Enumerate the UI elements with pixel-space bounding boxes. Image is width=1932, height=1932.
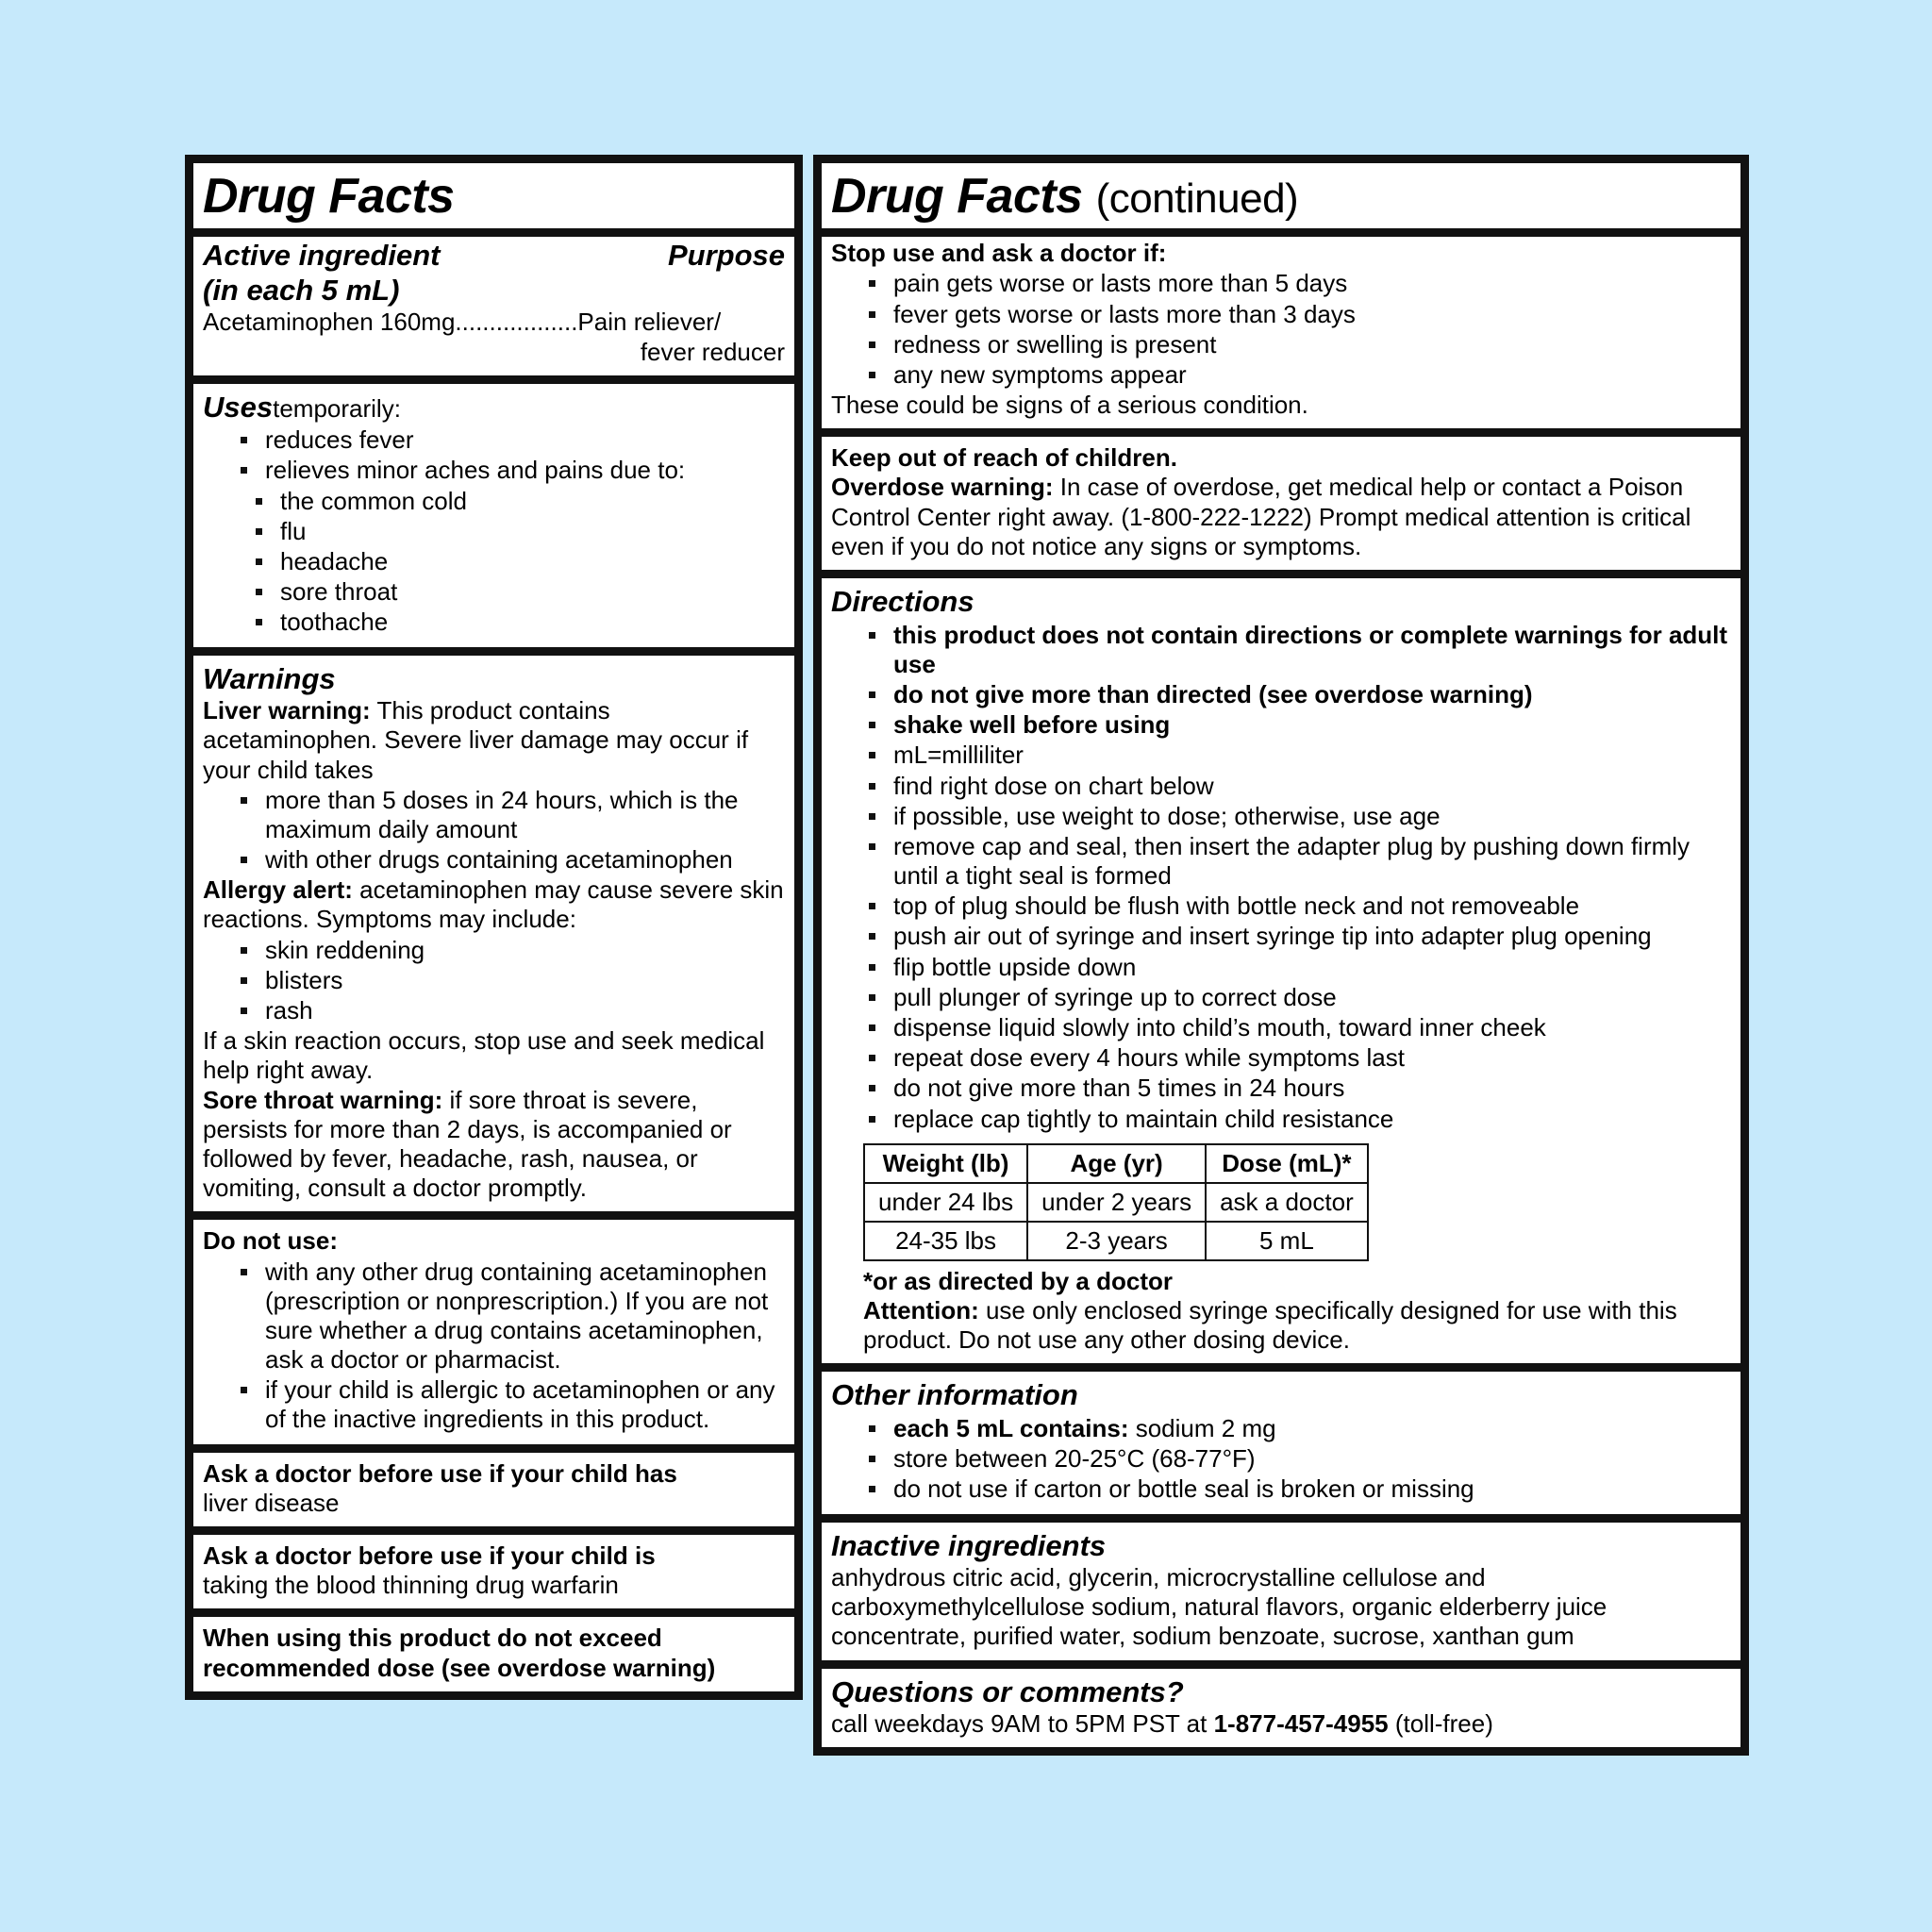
list-item: fever gets worse or lasts more than 3 days xyxy=(863,300,1731,329)
stop-use-footer: These could be signs of a serious condition. xyxy=(831,391,1308,420)
stop-use-list xyxy=(831,269,1731,390)
other-information-list xyxy=(831,1414,1731,1505)
left-column xyxy=(185,155,803,1700)
other-information-block xyxy=(822,1372,1740,1513)
continued-title-block xyxy=(822,163,1740,428)
skin-reaction-text: If a skin reaction occurs, stop use and seek medical help right away. xyxy=(203,1026,765,1085)
table-header-row xyxy=(864,1144,1368,1183)
list-item: replace cap tightly to maintain child resistance xyxy=(863,1105,1731,1134)
column-header: Weight (lb) xyxy=(864,1144,1027,1183)
purpose-label: Purpose xyxy=(667,239,785,273)
dosing-table xyxy=(863,1143,1369,1261)
directions-heading: Directions xyxy=(831,585,974,619)
list-item-text: sodium 2 mg xyxy=(1128,1413,1276,1442)
ask-doctor-heading-2: Ask a doctor before use if your child is xyxy=(203,1541,656,1571)
title-block xyxy=(193,163,794,375)
uses-sublist xyxy=(203,487,785,638)
table-cell: 24-35 lbs xyxy=(864,1222,1027,1260)
list-item: push air out of syringe and insert syringe tip into adapter plug opening xyxy=(863,922,1731,951)
table-cell: ask a doctor xyxy=(1206,1183,1368,1222)
list-item: find right dose on chart below xyxy=(863,772,1731,801)
liver-warning-label: Liver warning: xyxy=(203,696,371,725)
inactive-ingredients-text: anhydrous citric acid, glycerin, microcrystalline cellulose and carboxymethylcellulose sodium, natural flavors, organic elderberry juice concentrate, purified water, sodium benzoate, sucrose, xanthan gum xyxy=(831,1563,1607,1651)
list-item: skin reddening xyxy=(235,936,785,965)
do-not-use-block xyxy=(193,1220,794,1443)
list-item: if your child is allergic to acetaminophen or any of the inactive ingredients in this product. xyxy=(235,1375,785,1434)
allergy-alert-label: Allergy alert: xyxy=(203,875,353,905)
list-item: toothache xyxy=(250,608,785,637)
sore-throat-warning-text: if sore throat is severe, persists for more than 2 days, is accompanied or followed by fever, headache, rash, nausea, or vomiting, consult a doctor promptly. xyxy=(203,1085,732,1203)
active-ingredient-value: Acetaminophen 160mg..................Pain reliever/ xyxy=(203,308,722,337)
list-item: flu xyxy=(250,517,785,546)
page-title: Drug Facts xyxy=(203,169,455,224)
list-item: the common cold xyxy=(250,487,785,516)
uses-heading: Uses xyxy=(203,390,274,424)
list-item: blisters xyxy=(235,966,785,995)
list-item: with any other drug containing acetaminophen (prescription or nonprescription.) If you are not sure whether a drug contains acetaminophen, ask a doctor or pharmacist. xyxy=(235,1257,785,1375)
list-item-text: this product does not contain directions or complete warnings for adult use xyxy=(893,620,1728,678)
overdose-warning xyxy=(831,473,1731,561)
list-item: rash xyxy=(235,996,785,1025)
attention-note xyxy=(863,1296,1731,1355)
list-item: store between 20-25°C (68-77°F) xyxy=(863,1444,1731,1474)
phone-number[interactable]: 1-877-457-4955 xyxy=(1213,1709,1389,1739)
table-cell: 5 mL xyxy=(1206,1222,1368,1260)
list-item xyxy=(863,680,1731,709)
questions-contact xyxy=(831,1709,1731,1739)
list-item: dispense liquid slowly into child’s mouth, toward inner cheek xyxy=(863,1013,1731,1042)
active-ingredient-label: Active ingredient xyxy=(203,239,441,273)
ask-doctor-text-2: taking the blood thinning drug warfarin xyxy=(203,1571,619,1600)
dosing-footnote: *or as directed by a doctor xyxy=(863,1266,1173,1295)
directions-list xyxy=(831,621,1731,1134)
active-ingredient-purpose-value: fever reducer xyxy=(640,337,785,366)
table-row xyxy=(864,1183,1368,1222)
sore-throat-warning-label: Sore throat warning: xyxy=(203,1085,443,1114)
ask-doctor-heading-1: Ask a doctor before use if your child has xyxy=(203,1458,677,1488)
overdose-warning-text: In case of overdose, get medical help or contact a Poison Control Center right away. (1-800-222-1222) Prompt medical attention is critical even if you do not notice any signs or symptoms. xyxy=(831,473,1691,560)
list-item xyxy=(863,710,1731,740)
do-not-use-heading: Do not use: xyxy=(203,1226,338,1256)
inactive-ingredients-block xyxy=(822,1523,1740,1660)
right-column xyxy=(813,155,1749,1756)
attention-label: Attention: xyxy=(863,1295,979,1324)
continued-title-rule xyxy=(822,228,1740,237)
list-item: reduces fever xyxy=(235,425,785,455)
when-using-block xyxy=(193,1617,794,1690)
do-not-use-list xyxy=(203,1257,785,1435)
list-item: flip bottle upside down xyxy=(863,953,1731,982)
stop-use-heading: Stop use and ask a doctor if: xyxy=(831,239,1167,268)
list-item-text: shake well before using xyxy=(893,710,1171,740)
ask-doctor-block-2 xyxy=(193,1535,794,1608)
list-item: do not use if carton or bottle seal is broken or missing xyxy=(863,1474,1731,1504)
overdose-warning-label: Overdose warning: xyxy=(831,473,1054,502)
list-item: relieves minor aches and pains due to: xyxy=(235,456,785,485)
uses-header xyxy=(203,391,785,425)
when-using-line-2: recommended dose (see overdose warning) xyxy=(203,1653,716,1682)
list-item: mL=milliliter xyxy=(863,741,1731,770)
list-item-text: do not give more than directed (see overdose warning) xyxy=(893,679,1533,708)
directions-block xyxy=(822,578,1740,1363)
table-cell: under 2 years xyxy=(1027,1183,1206,1222)
ask-doctor-text-1: liver disease xyxy=(203,1488,340,1517)
list-item: do not give more than 5 times in 24 hours xyxy=(863,1074,1731,1103)
liver-warning xyxy=(203,696,785,785)
list-item: any new symptoms appear xyxy=(863,360,1731,390)
list-item: if possible, use weight to dose; otherwise, use age xyxy=(863,802,1731,831)
ask-doctor-block-1 xyxy=(193,1453,794,1526)
questions-heading: Questions or comments? xyxy=(831,1674,1184,1708)
table-row xyxy=(864,1222,1368,1260)
list-item xyxy=(863,1414,1731,1443)
questions-suffix: (toll-free) xyxy=(1388,1709,1493,1739)
title-rule xyxy=(193,228,794,237)
uses-list xyxy=(203,425,785,485)
list-item: pull plunger of syringe up to correct dose xyxy=(863,983,1731,1012)
list-item: with other drugs containing acetaminophen xyxy=(235,845,785,874)
list-item: pain gets worse or lasts more than 5 days xyxy=(863,269,1731,298)
allergy-alert xyxy=(203,875,785,934)
other-information-heading: Other information xyxy=(831,1378,1078,1412)
keep-out-heading: Keep out of reach of children. xyxy=(831,443,1177,473)
list-item-label: each 5 mL contains: xyxy=(893,1413,1129,1442)
table-cell: under 24 lbs xyxy=(864,1183,1027,1222)
active-ingredient-sublabel: (in each 5 mL) xyxy=(203,273,400,307)
column-header: Dose (mL)* xyxy=(1206,1144,1368,1183)
warnings-heading: Warnings xyxy=(203,661,336,695)
list-item: repeat dose every 4 hours while symptoms last xyxy=(863,1043,1731,1073)
list-item xyxy=(863,621,1731,679)
allergy-alert-text: acetaminophen may cause severe skin reactions. Symptoms may include: xyxy=(203,875,784,934)
page-title-continued-main: Drug Facts xyxy=(831,169,1083,224)
questions-prefix: call weekdays 9AM to 5PM PST at xyxy=(831,1709,1214,1739)
list-item: top of plug should be flush with bottle neck and not removeable xyxy=(863,891,1731,921)
sore-throat-warning xyxy=(203,1086,785,1204)
list-item: redness or swelling is present xyxy=(863,330,1731,359)
list-item: headache xyxy=(250,547,785,576)
uses-heading-rest: temporarily: xyxy=(273,393,401,423)
page-title-continued xyxy=(831,170,1731,223)
allergy-symptom-list xyxy=(203,936,785,1026)
warnings-block xyxy=(193,656,794,1212)
liver-warning-text: This product contains acetaminophen. Severe liver damage may occur if your child takes xyxy=(203,696,749,784)
inactive-ingredients-heading: Inactive ingredients xyxy=(831,1528,1107,1562)
list-item: more than 5 doses in 24 hours, which is the maximum daily amount xyxy=(235,786,785,844)
questions-block xyxy=(822,1669,1740,1748)
list-item: remove cap and seal, then insert the adapter plug by pushing down firmly until a tight seal is formed xyxy=(863,832,1731,891)
when-using-line-1: When using this product do not exceed xyxy=(203,1624,662,1653)
keep-out-of-reach-block xyxy=(822,437,1740,570)
page-title-continued-suffix: (continued) xyxy=(1095,175,1299,222)
uses-block xyxy=(193,384,794,647)
table-cell: 2-3 years xyxy=(1027,1222,1206,1260)
active-ingredient-header xyxy=(203,239,785,274)
list-item: sore throat xyxy=(250,577,785,607)
attention-text: use only enclosed syringe specifically designed for use with this product. Do not use any other dosing device. xyxy=(863,1295,1677,1355)
liver-warning-list xyxy=(203,786,785,875)
column-header: Age (yr) xyxy=(1027,1144,1206,1183)
